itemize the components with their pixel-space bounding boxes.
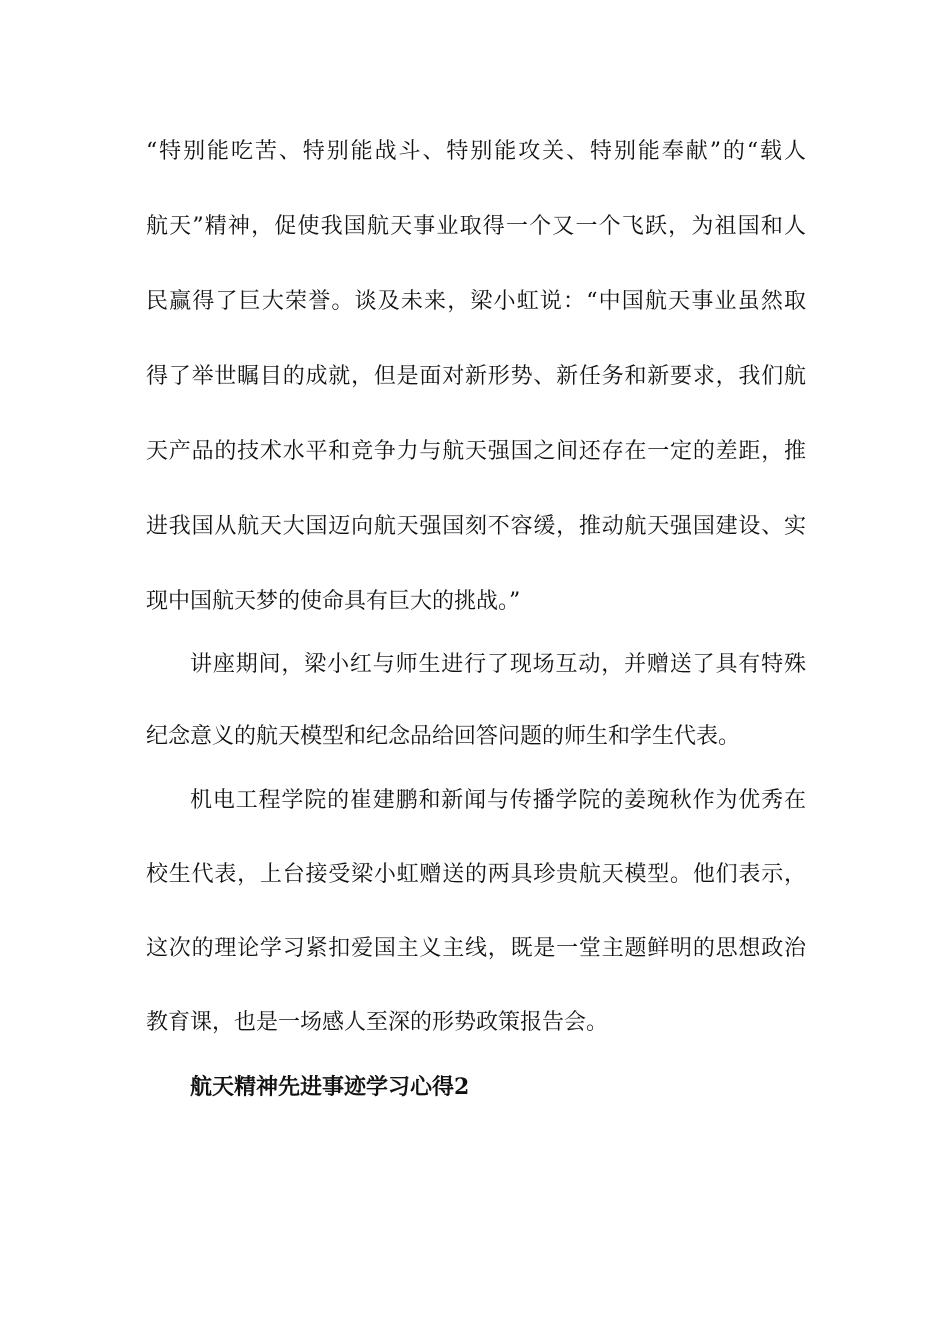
- paragraph-2-line-2: 纪念意义的航天模型和纪念品给回答问题的师生和学生代表。: [146, 724, 741, 749]
- paragraph-1-line-4: 得了举世瞩目的成就，但是面对新形势、新任务和新要求，我们航: [146, 364, 806, 389]
- paragraph-1-line-3: 民赢得了巨大荣誉。谈及未来，梁小虹说：“中国航天事业虽然取: [146, 289, 806, 314]
- paragraph-2-line-1: 讲座期间，梁小红与师生进行了现场互动，并赠送了具有特殊: [190, 652, 806, 677]
- paragraph-3-line-2: 校生代表，上台接受梁小虹赠送的两具珍贵航天模型。他们表示，: [146, 862, 806, 887]
- paragraph-1-line-5: 天产品的技术水平和竞争力与航天强国之间还存在一定的差距，推: [146, 439, 806, 464]
- section-heading: 航天精神先进事迹学习心得2: [190, 1074, 470, 1100]
- paragraph-1-line-6: 进我国从航天大国迈向航天强国刻不容缓，推动航天强国建设、实: [146, 514, 806, 539]
- paragraph-3-line-1: 机电工程学院的崔建鹏和新闻与传播学院的姜琬秋作为优秀在: [190, 788, 806, 813]
- paragraph-1-line-7: 现中国航天梦的使命具有巨大的挑战。”: [146, 589, 521, 614]
- paragraph-1-line-2: 航天”精神，促使我国航天事业取得一个又一个飞跃，为祖国和人: [146, 214, 806, 239]
- paragraph-1-line-1: “特别能吃苦、特别能战斗、特别能攻关、特别能奉献”的“载人: [146, 139, 806, 164]
- paragraph-3-line-4: 教育课，也是一场感人至深的形势政策报告会。: [146, 1010, 609, 1035]
- paragraph-3-line-3: 这次的理论学习紧扣爱国主义主线，既是一堂主题鲜明的思想政治: [146, 936, 806, 961]
